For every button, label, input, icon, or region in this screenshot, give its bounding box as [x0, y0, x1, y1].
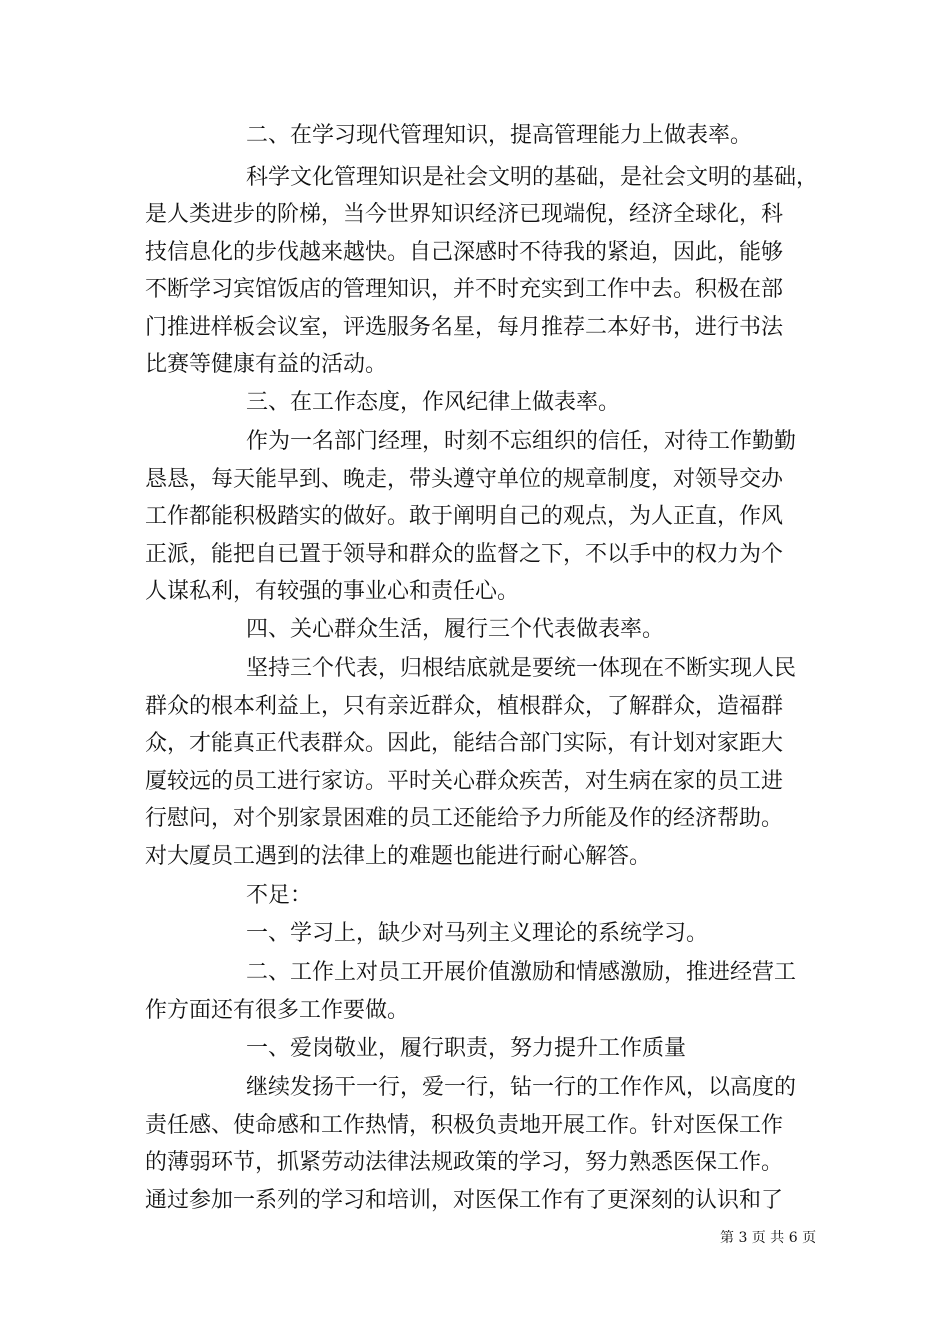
paragraph-line: 群众的根本利益上，只有亲近群众，植根群众，了解群众，造福群	[145, 694, 784, 719]
paragraph-line: 工作都能积极踏实的做好。敢于阐明自己的观点，为人正直，作风	[145, 504, 784, 529]
paragraph-line: 四、关心群众生活，履行三个代表做表率。	[246, 617, 665, 642]
paragraph-line: 二、在学习现代管理知识，提高管理能力上做表率。	[246, 123, 753, 148]
paragraph-line: 一、爱岗敬业，履行职责，努力提升工作质量	[246, 1036, 687, 1061]
paragraph-line: 的薄弱环节，抓紧劳动法律法规政策的学习，努力熟悉医保工作。	[145, 1150, 784, 1175]
paragraph-line: 恳恳，每天能早到、晚走，带头遵守单位的规章制度，对领导交办	[145, 467, 784, 492]
paragraph-line: 作为一名部门经理，时刻不忘组织的信任，对待工作勤勤	[246, 429, 797, 454]
paragraph-line: 通过参加一系列的学习和培训，对医保工作有了更深刻的认识和了	[145, 1188, 784, 1213]
paragraph-line: 门推进样板会议室，评选服务名星，每月推荐二本好书，进行书法	[145, 315, 784, 340]
paragraph-line: 继续发扬干一行，爱一行，钻一行的工作作风，以高度的	[246, 1075, 797, 1100]
paragraph-line: 科学文化管理知识是社会文明的基础，是社会文明的基础，	[246, 165, 819, 190]
paragraph-line: 正派，能把自已置于领导和群众的监督之下，不以手中的权力为个	[145, 542, 784, 567]
paragraph-line: 人谋私利，有较强的事业心和责任心。	[145, 579, 520, 604]
paragraph-line: 对大厦员工遇到的法律上的难题也能进行耐心解答。	[145, 844, 652, 869]
paragraph-line: 厦较远的员工进行家访。平时关心群众疾苦，对生病在家的员工进	[145, 769, 784, 794]
paragraph-line: 作方面还有很多工作要做。	[145, 998, 410, 1023]
page-number: 第 3 页 共 6 页	[720, 1230, 817, 1246]
paragraph-line: 比赛等健康有益的活动。	[145, 352, 388, 377]
paragraph-line: 三、在工作态度，作风纪律上做表率。	[246, 390, 621, 415]
paragraph-line: 不足：	[246, 883, 313, 908]
page-footer	[0, 1226, 950, 1250]
paragraph-line: 行慰问，对个别家景困难的员工还能给予力所能及作的经济帮助。	[145, 806, 784, 831]
paragraph-line: 一、学习上，缺少对马列主义理论的系统学习。	[246, 921, 709, 946]
paragraph-line: 责任感、使命感和工作热情，积极负责地开展工作。针对医保工作	[145, 1113, 784, 1138]
paragraph-line: 坚持三个代表，归根结底就是要统一体现在不断实现人民	[246, 656, 797, 681]
paragraph-line: 二、工作上对员工开展价值激励和情感激励，推进经营工	[246, 960, 797, 985]
paragraph-line: 技信息化的步伐越来越快。自己深感时不待我的紧迫，因此，能够	[145, 240, 784, 265]
paragraph-line: 是人类进步的阶梯，当今世界知识经济已现端倪，经济全球化，科	[145, 202, 784, 227]
paragraph-line: 众，才能真正代表群众。因此，能结合部门实际，有计划对家距大	[145, 731, 784, 756]
paragraph-line: 不断学习宾馆饭店的管理知识，并不时充实到工作中去。积极在部	[145, 277, 784, 302]
